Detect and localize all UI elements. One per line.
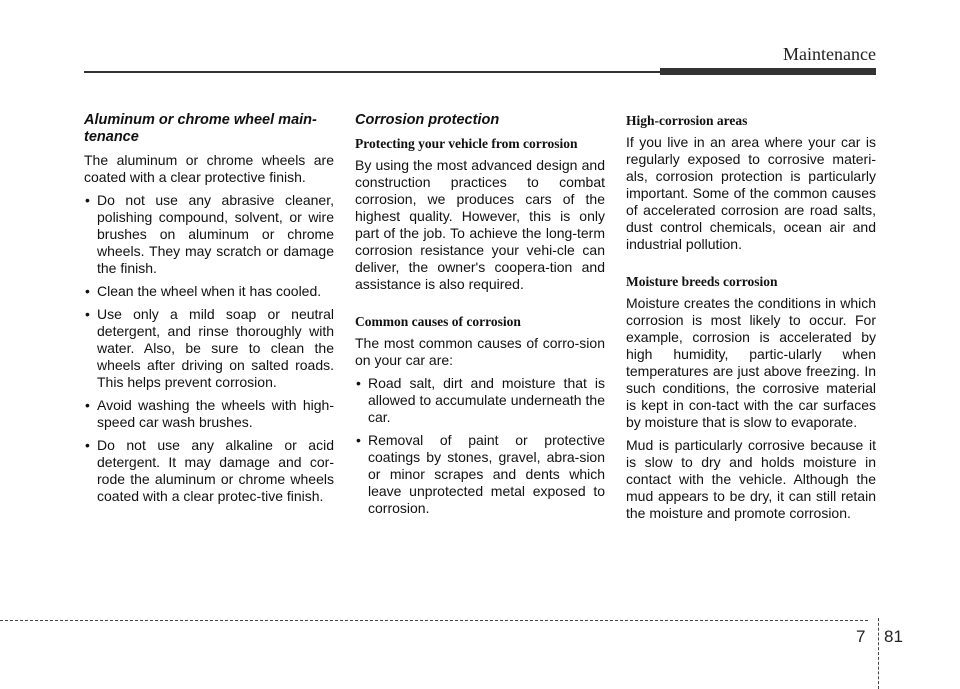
list-item [84, 306, 334, 391]
paragraph: Mud is particularly corrosive because it is slow to dry and holds moisture in contact with the vehicle. Although the mud appears to be dry, it can still retain the moisture and promote corrosion. [626, 437, 876, 521]
subheading: Common causes of corrosion [355, 314, 521, 329]
section-heading: Corrosion protection [355, 112, 500, 128]
bullet-icon: • [356, 432, 361, 448]
page-number: 81 [884, 627, 903, 646]
bullet-icon: • [85, 192, 90, 208]
section-heading: Aluminum or chrome wheel main-tenance [84, 112, 317, 145]
list-item-text: Road salt, dirt and moisture that is allowed to accumulate underneath the car. [368, 375, 605, 425]
page-header-title: Maintenance [783, 44, 876, 64]
column-corrosion-areas [626, 112, 876, 528]
list-item [84, 437, 334, 505]
chapter-number: 7 [856, 627, 866, 646]
subheading: High-corrosion areas [626, 113, 748, 128]
list-item-text: Use only a mild soap or neutral detergent, and rinse thoroughly with water. Also, be sure to clean the wheels after driving on salted roads. This helps prevent corrosion. [97, 306, 334, 390]
subheading: Moisture breeds corrosion [626, 274, 778, 289]
list-item-text: Do not use any abrasive cleaner, polishing compound, solvent, or wire brushes on aluminum or chrome wheels. They may scratch or damage the finish. [97, 192, 334, 276]
bullet-icon: • [85, 397, 90, 413]
column-wheel-maintenance [84, 112, 334, 511]
footer-rule [0, 620, 868, 621]
footer-divider [878, 618, 879, 689]
bullet-icon: • [85, 283, 90, 299]
paragraph: If you live in an area where your car is regularly exposed to corrosive materi-als, corrosion protection is particularly important. Some of the common causes of accelerated corrosion are road salts, dust control chemicals, ocean air and industrial pollution. [626, 134, 876, 252]
bullet-icon: • [356, 375, 361, 391]
list-item-text: Do not use any alkaline or acid detergent. It may damage and cor-rode the aluminum or chrome wheels coated with a clear protec-tive finish. [97, 437, 334, 504]
column-corrosion-protection [355, 112, 605, 523]
list-item [84, 397, 334, 431]
list-item-text: Avoid washing the wheels with high-speed car wash brushes. [97, 397, 334, 430]
header-rule [84, 71, 660, 73]
list-item-text: Removal of paint or protective coatings by stones, gravel, abra-sion or minor scrapes and dents which leave unprotected metal exposed to corrosion. [368, 432, 605, 516]
bullet-list [84, 192, 334, 505]
paragraph: The most common causes of corro-sion on your car are: [355, 335, 605, 368]
bullet-list [355, 375, 605, 517]
list-item [84, 283, 334, 300]
paragraph: The aluminum or chrome wheels are coated with a clear protective finish. [84, 152, 334, 185]
bullet-icon: • [85, 437, 90, 453]
paragraph: By using the most advanced design and construction practices to combat corrosion, we produces cars of the highest quality. However, this is only part of the job. To achieve the long-term corrosion resistance your vehi-cle can deliver, the owner's coopera-tion and assistance is also required. [355, 157, 605, 292]
bullet-icon: • [85, 306, 90, 322]
paragraph: Moisture creates the conditions in which corrosion is most likely to occur. For example, corrosion is accelerated by high humidity, partic-ularly when temperatures are just above freezing. In such conditions, the corrosive material is kept in con-tact with the car surfaces by moisture that is slow to evaporate. [626, 295, 876, 430]
subheading: Protecting your vehicle from corrosion [355, 136, 578, 151]
list-item [355, 432, 605, 517]
list-item-text: Clean the wheel when it has cooled. [97, 283, 322, 299]
list-item [355, 375, 605, 426]
list-item [84, 192, 334, 277]
header-rule-accent [660, 68, 876, 75]
